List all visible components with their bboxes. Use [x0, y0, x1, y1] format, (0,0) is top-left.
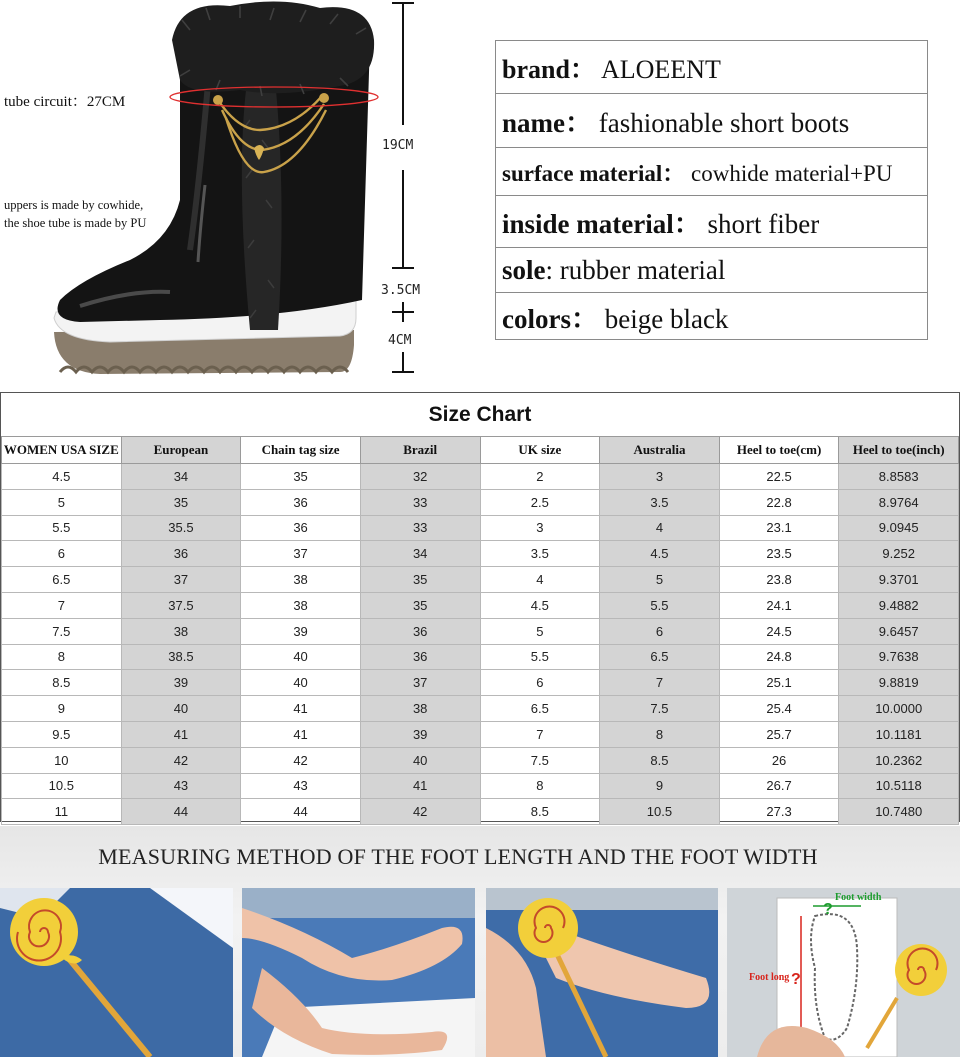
spec-label: colors：: [502, 303, 598, 334]
table-cell: 8: [2, 644, 122, 670]
table-cell: 5: [2, 489, 122, 515]
heel-height-label: 4CM: [388, 333, 412, 348]
table-cell: 38: [360, 696, 480, 722]
size-chart-header-row: [2, 437, 959, 464]
table-cell: 25.7: [719, 721, 839, 747]
spec-label: surface material：: [502, 161, 686, 186]
table-cell: 7: [2, 592, 122, 618]
spec-value: beige black: [597, 303, 729, 334]
table-cell: 40: [121, 696, 241, 722]
table-cell: 10.7480: [839, 799, 959, 825]
table-cell: 26.7: [719, 773, 839, 799]
table-cell: 36: [360, 644, 480, 670]
table-cell: 25.1: [719, 670, 839, 696]
material-callout: [4, 196, 146, 232]
spec-row-colors: [496, 293, 928, 340]
measuring-method-title: MEASURING METHOD OF THE FOOT LENGTH AND THE FOOT WIDTH: [98, 844, 818, 869]
size-chart-header-cell: Chain tag size: [241, 437, 361, 464]
table-cell: 9.4882: [839, 592, 959, 618]
table-cell: 6: [2, 541, 122, 567]
table-cell: 9.0945: [839, 515, 959, 541]
measuring-photo-1: [0, 888, 233, 1057]
table-cell: 3.5: [600, 489, 720, 515]
spec-label: inside material：: [502, 209, 701, 239]
table-cell: 8: [600, 721, 720, 747]
material-callout-line1: uppers is made by cowhide,: [4, 198, 144, 212]
table-cell: 9.6457: [839, 618, 959, 644]
table-cell: 7.5: [480, 747, 600, 773]
table-cell: 38.5: [121, 644, 241, 670]
table-cell: 24.8: [719, 644, 839, 670]
spec-row-surface-material: [496, 148, 928, 196]
table-row: [2, 592, 959, 618]
table-row: [2, 541, 959, 567]
table-cell: 38: [241, 592, 361, 618]
table-cell: 8: [480, 773, 600, 799]
table-cell: 10.5118: [839, 773, 959, 799]
table-cell: 3.5: [480, 541, 600, 567]
spec-label: sole: [502, 254, 546, 285]
spec-value: cowhide material+PU: [685, 161, 893, 186]
table-cell: 10.5: [2, 773, 122, 799]
table-cell: 10.0000: [839, 696, 959, 722]
table-row: [2, 696, 959, 722]
table-cell: 9: [600, 773, 720, 799]
table-row: [2, 618, 959, 644]
table-cell: 37.5: [121, 592, 241, 618]
table-cell: 42: [360, 799, 480, 825]
spec-value: ALOEENT: [595, 54, 721, 84]
table-cell: 23.8: [719, 567, 839, 593]
table-row: [2, 567, 959, 593]
table-cell: 10.5: [600, 799, 720, 825]
spec-value: fashionable short boots: [592, 108, 850, 138]
table-cell: 40: [241, 670, 361, 696]
table-cell: 41: [241, 721, 361, 747]
boot-fur-collar: [172, 1, 374, 93]
table-cell: 4: [600, 515, 720, 541]
spec-row-name: [496, 94, 928, 148]
table-cell: 35.5: [121, 515, 241, 541]
table-cell: 3: [600, 464, 720, 490]
table-cell: 35: [360, 567, 480, 593]
shaft-height-label: 19CM: [382, 138, 414, 153]
table-cell: 42: [241, 747, 361, 773]
product-info-section: [0, 0, 960, 392]
table-cell: 43: [121, 773, 241, 799]
svg-text:?: ?: [823, 901, 833, 918]
spec-row-sole: [496, 248, 928, 293]
table-cell: 22.8: [719, 489, 839, 515]
table-cell: 8.5: [600, 747, 720, 773]
table-cell: 40: [360, 747, 480, 773]
table-cell: 6.5: [480, 696, 600, 722]
size-chart-header-cell: WOMEN USA SIZE: [2, 437, 122, 464]
foot-long-label: Foot long: [749, 972, 790, 983]
size-chart-header-cell: Heel to toe(inch): [839, 437, 959, 464]
table-cell: 10.1181: [839, 721, 959, 747]
table-cell: 34: [360, 541, 480, 567]
tube-circuit-ellipse: [168, 84, 380, 110]
table-cell: 9.3701: [839, 567, 959, 593]
table-cell: 33: [360, 489, 480, 515]
table-row: [2, 799, 959, 825]
table-cell: 41: [121, 721, 241, 747]
table-cell: 5: [600, 567, 720, 593]
table-cell: 41: [241, 696, 361, 722]
table-cell: 2: [480, 464, 600, 490]
table-row: [2, 747, 959, 773]
platform-height-label: 3.5CM: [381, 283, 421, 298]
table-cell: 33: [360, 515, 480, 541]
table-cell: 32: [360, 464, 480, 490]
spec-table: [495, 40, 928, 340]
spec-label: name：: [502, 108, 592, 138]
table-cell: 40: [241, 644, 361, 670]
table-cell: 6.5: [2, 567, 122, 593]
measuring-photo-2: [242, 888, 475, 1057]
table-row: [2, 721, 959, 747]
spec-row-inside-material: [496, 196, 928, 248]
table-cell: 37: [360, 670, 480, 696]
measuring-photo-4: [727, 888, 960, 1057]
table-cell: 4.5: [480, 592, 600, 618]
table-cell: 26: [719, 747, 839, 773]
table-cell: 44: [241, 799, 361, 825]
foot-width-label: Foot width: [835, 892, 882, 903]
table-cell: 6: [600, 618, 720, 644]
table-cell: 5.5: [600, 592, 720, 618]
material-callout-line2: the shoe tube is made by PU: [4, 216, 147, 230]
measuring-method-section: [0, 826, 960, 1057]
size-chart-header-cell: Brazil: [360, 437, 480, 464]
table-row: [2, 644, 959, 670]
size-chart-title: Size Chart: [428, 403, 532, 426]
svg-text:?: ?: [791, 971, 801, 988]
table-cell: 36: [241, 515, 361, 541]
spec-value: : rubber material: [545, 254, 726, 285]
table-cell: 9.5: [2, 721, 122, 747]
table-cell: 35: [241, 464, 361, 490]
size-chart-header-cell: UK size: [480, 437, 600, 464]
table-cell: 7.5: [600, 696, 720, 722]
table-cell: 9: [2, 696, 122, 722]
spec-row-brand: [496, 41, 928, 94]
table-cell: 8.9764: [839, 489, 959, 515]
tube-circuit-callout: tube circuit：27CM: [4, 94, 126, 110]
table-cell: 6.5: [600, 644, 720, 670]
table-cell: 8.5: [480, 799, 600, 825]
table-cell: 25.4: [719, 696, 839, 722]
measuring-photo-3: [486, 888, 718, 1057]
size-chart-table: [1, 436, 959, 825]
table-cell: 34: [121, 464, 241, 490]
table-row: [2, 670, 959, 696]
table-cell: 24.1: [719, 592, 839, 618]
table-cell: 10.2362: [839, 747, 959, 773]
spec-value: short fiber: [700, 209, 820, 239]
table-cell: 43: [241, 773, 361, 799]
table-cell: 39: [360, 721, 480, 747]
table-cell: 9.7638: [839, 644, 959, 670]
table-cell: 36: [360, 618, 480, 644]
boot-fur-strip: [242, 90, 282, 330]
table-cell: 7: [480, 721, 600, 747]
table-cell: 5: [480, 618, 600, 644]
table-cell: 24.5: [719, 618, 839, 644]
table-cell: 6: [480, 670, 600, 696]
table-cell: 5.5: [480, 644, 600, 670]
table-row: [2, 515, 959, 541]
table-cell: 5.5: [2, 515, 122, 541]
table-cell: 2.5: [480, 489, 600, 515]
table-cell: 27.3: [719, 799, 839, 825]
dimension-lines: [388, 0, 418, 380]
size-chart-header-cell: Australia: [600, 437, 720, 464]
table-cell: 39: [121, 670, 241, 696]
table-cell: 36: [121, 541, 241, 567]
table-cell: 4.5: [2, 464, 122, 490]
table-cell: 37: [241, 541, 361, 567]
table-cell: 42: [121, 747, 241, 773]
table-cell: 9.252: [839, 541, 959, 567]
table-cell: 36: [241, 489, 361, 515]
table-cell: 4: [480, 567, 600, 593]
table-cell: 22.5: [719, 464, 839, 490]
size-chart-header-cell: European: [121, 437, 241, 464]
size-chart-header-cell: Heel to toe(cm): [719, 437, 839, 464]
table-cell: 8.5: [2, 670, 122, 696]
table-cell: 38: [121, 618, 241, 644]
table-cell: 7: [600, 670, 720, 696]
table-cell: 11: [2, 799, 122, 825]
table-cell: 8.8583: [839, 464, 959, 490]
table-row: [2, 464, 959, 490]
table-cell: 41: [360, 773, 480, 799]
table-cell: 23.1: [719, 515, 839, 541]
table-row: [2, 773, 959, 799]
table-cell: 3: [480, 515, 600, 541]
table-cell: 7.5: [2, 618, 122, 644]
table-cell: 4.5: [600, 541, 720, 567]
table-cell: 44: [121, 799, 241, 825]
table-cell: 37: [121, 567, 241, 593]
table-cell: 35: [121, 489, 241, 515]
size-chart-body: [2, 464, 959, 825]
table-cell: 38: [241, 567, 361, 593]
table-cell: 39: [241, 618, 361, 644]
table-cell: 10: [2, 747, 122, 773]
size-chart: [0, 392, 960, 822]
table-row: [2, 489, 959, 515]
table-cell: 23.5: [719, 541, 839, 567]
table-cell: 9.8819: [839, 670, 959, 696]
spec-label: brand：: [502, 54, 596, 84]
table-cell: 35: [360, 592, 480, 618]
